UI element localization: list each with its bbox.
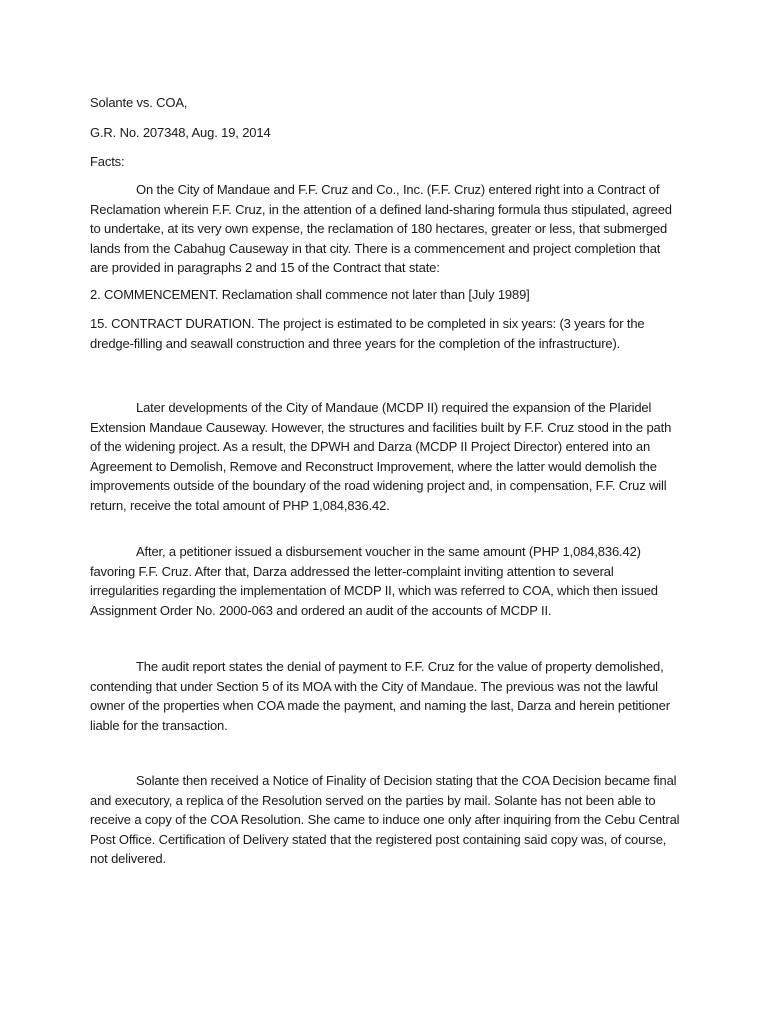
facts-heading: Facts: xyxy=(90,154,125,169)
paragraph-contract-of-reclamation: On the City of Mandaue and F.F. Cruz and Co., Inc. (F.F. Cruz) entered right into a Contract of Reclamation wherein F.F. Cruz, in the attention of a defined land-sharing formula thus stipulated, agreed to undertake, at its very own expense, the reclamation of 180 hectares, greater or less, that submerged lands from the Cabahug Causeway in that city. There is a commencement and project completion that are provided in paragraphs 2 and 15 of the Contract that state: xyxy=(90,182,672,275)
case-number: G.R. No. 207348, Aug. 19, 2014 xyxy=(90,125,271,140)
paragraph-disbursement-voucher: After, a petitioner issued a disbursement voucher in the same amount (PHP 1,084,836.42) favoring F.F. Cruz. After that, Darza addressed the letter-complaint inviting attention to several irregularities regarding the implementation of MCDP II, which was referred to COA, which then issued Assignment Order No. 2000-063 and ordered an audit of the accounts of MCDP II. xyxy=(90,544,658,618)
paragraph-audit-report: The audit report states the denial of payment to F.F. Cruz for the value of property demolished, contending that under Section 5 of its MOA with the City of Mandaue. The previous was not the lawful owner of the properties when COA made the payment, and naming the last, Darza and herein petitioner liable for the transaction. xyxy=(90,659,670,733)
case-title: Solante vs. COA, xyxy=(90,95,188,110)
paragraph-notice-of-finality: Solante then received a Notice of Finality of Decision stating that the COA Decision became final and executory, a replica of the Resolution served on the parties by mail. Solante has not been able to receive a copy of the COA Resolution. She came to induce one only after inquiring from the Cebu Central Post Office. Certification of Delivery stated that the registered post containing said copy was, of course, not delivered. xyxy=(90,773,680,866)
clause-contract-duration: 15. CONTRACT DURATION. The project is estimated to be completed in six years: (3 years for the dredge-filling and seawall construction and three years for the completion of the infrastructure). xyxy=(90,316,645,351)
paragraph-later-developments: Later developments of the City of Mandaue (MCDP II) required the expansion of the Plaridel Extension Mandaue Causeway. However, the structures and facilities built by F.F. Cruz stood in the path of the widening project. As a result, the DPWH and Darza (MCDP II Project Director) entered into an Agreement to Demolish, Remove and Reconstruct Improvement, where the latter would demolish the improvements outside of the boundary of the road widening project and, in compensation, F.F. Cruz will return, receive the total amount of PHP 1,084,836.42. xyxy=(90,400,672,513)
clause-commencement: 2. COMMENCEMENT. Reclamation shall commence not later than [July 1989] xyxy=(90,287,530,302)
